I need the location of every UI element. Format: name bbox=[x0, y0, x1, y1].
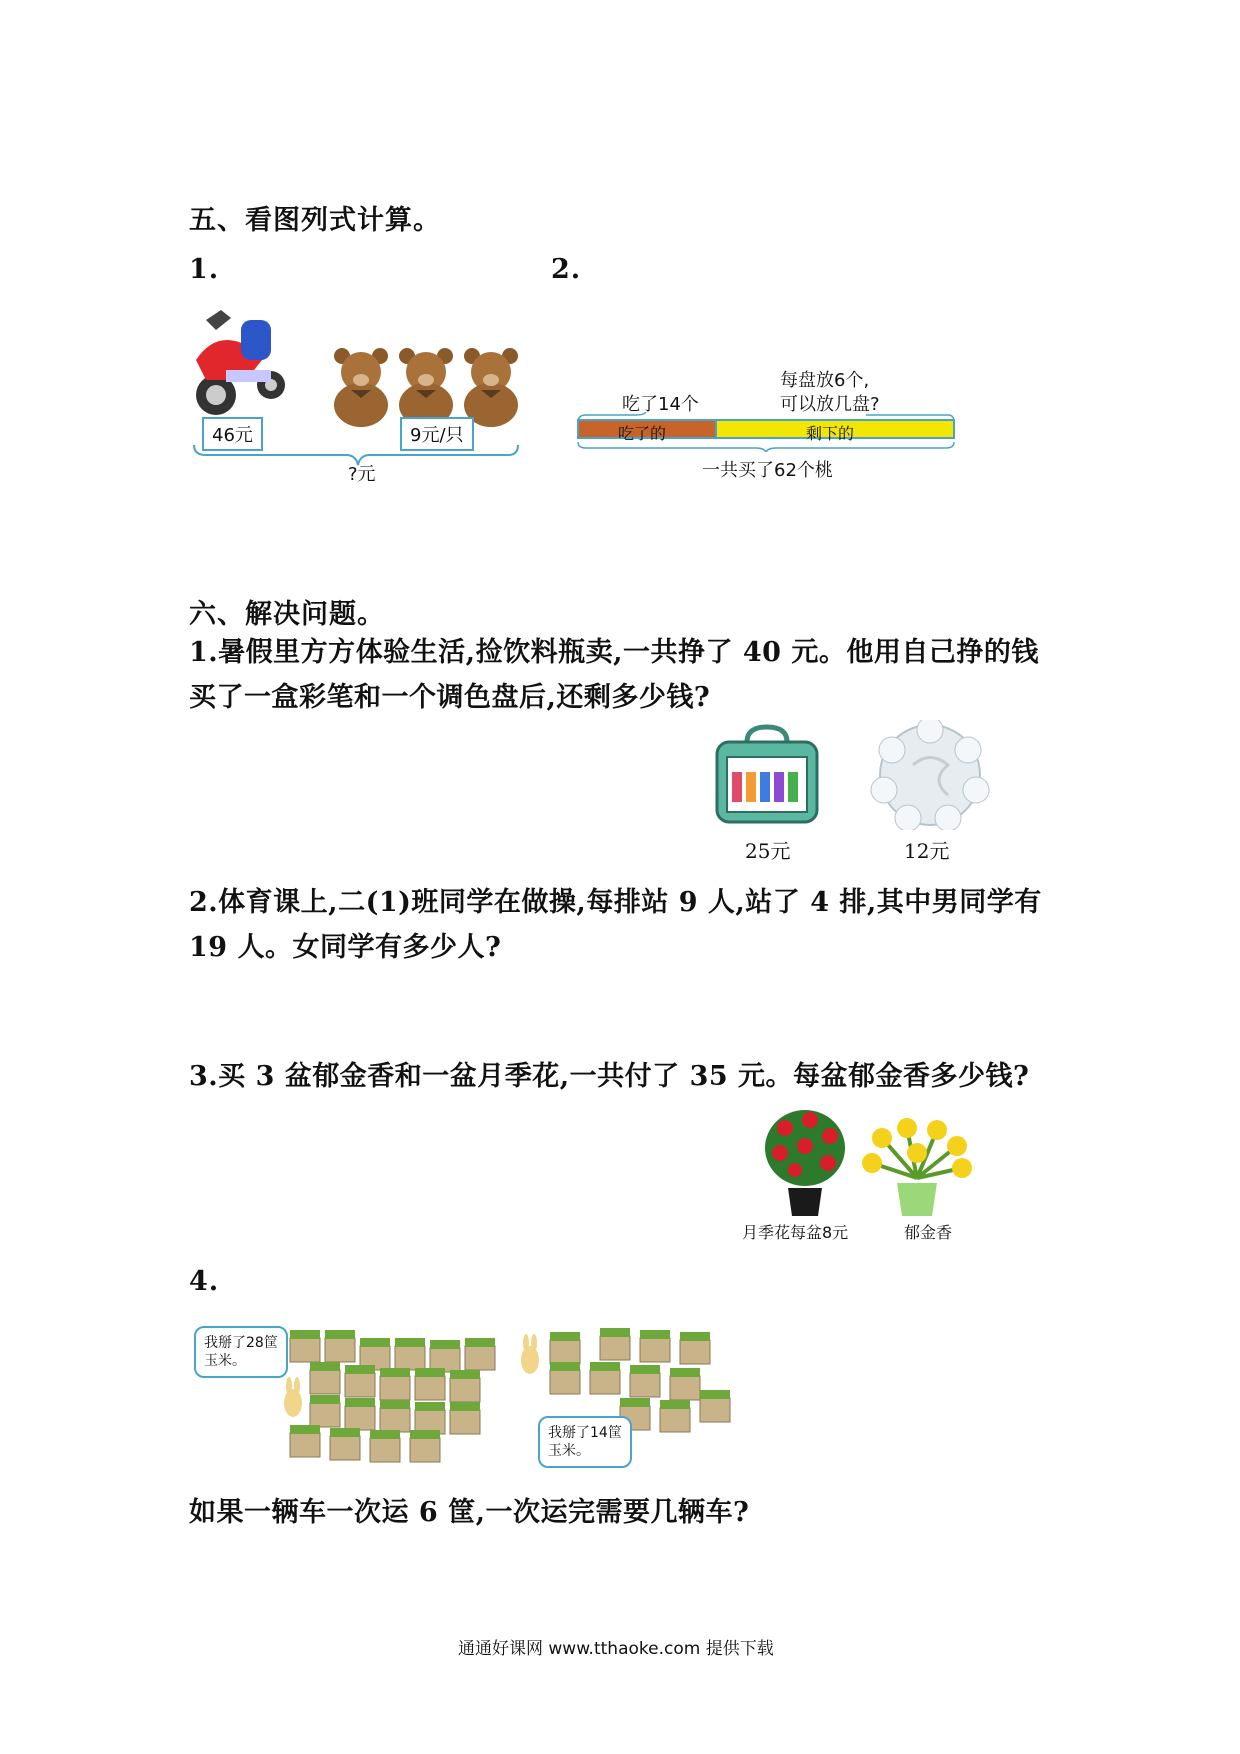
bubble-right-line2: 玉米。 bbox=[548, 1443, 590, 1459]
pens-price-label: 25元 bbox=[745, 839, 791, 863]
problem2-line2: 19 人。女同学有多少人? bbox=[189, 932, 502, 963]
bubble-left-line1: 我掰了28筐 bbox=[204, 1335, 278, 1351]
bear-price-label: 9元/只 bbox=[400, 417, 474, 451]
palette-icon bbox=[868, 720, 993, 830]
bike-price-label: 46元 bbox=[202, 417, 263, 451]
rose-pot-icon bbox=[760, 1108, 850, 1218]
tricycle-icon bbox=[196, 310, 285, 415]
problem1-line1: 1.暑假里方方体验生活,捡饮料瓶卖,一共挣了 40 元。他用自己挣的钱 bbox=[189, 637, 1039, 668]
speech-bubble-left bbox=[194, 1326, 288, 1378]
palette-price-label: 12元 bbox=[904, 839, 950, 863]
problem2-line1: 2.体育课上,二(1)班同学在做操,每排站 9 人,站了 4 排,其中男同学有 bbox=[189, 887, 1042, 918]
rabbit-icon bbox=[284, 1377, 302, 1417]
problem4-number: 4. bbox=[189, 1266, 220, 1297]
teddy-bear-icon bbox=[464, 348, 518, 427]
q1-number: 1. bbox=[189, 254, 220, 285]
section6-heading: 六、解决问题。 bbox=[189, 599, 385, 630]
rabbit-icon bbox=[521, 1334, 539, 1374]
footer-credit: 通通好课网 www.tthaoke.com 提供下载 bbox=[458, 1639, 774, 1659]
plates-question-line1: 每盘放6个, bbox=[780, 370, 870, 391]
total-peaches-label: 一共买了62个桃 bbox=[702, 460, 833, 481]
teddy-bear-icon bbox=[334, 348, 388, 427]
bubble-right-line1: 我掰了14筐 bbox=[548, 1425, 622, 1441]
problem1-line2: 买了一盒彩笔和一个调色盘后,还剩多少钱? bbox=[189, 682, 711, 713]
teddy-bear-icon bbox=[399, 348, 453, 427]
total-label: ?元 bbox=[348, 464, 376, 485]
left-over-bar-label: 剩下的 bbox=[806, 424, 855, 443]
bubble-left-line2: 玉米。 bbox=[204, 1353, 246, 1369]
plates-question-line2: 可以放几盘? bbox=[780, 394, 880, 415]
tulip-pot-icon bbox=[862, 1118, 972, 1218]
problem3-line1: 3.买 3 盆郁金香和一盆月季花,一共付了 35 元。每盆郁金香多少钱? bbox=[189, 1061, 1030, 1092]
q2-number: 2. bbox=[551, 254, 582, 285]
crayon-box-icon bbox=[712, 722, 822, 832]
section5-heading: 五、看图列式计算。 bbox=[189, 205, 441, 236]
toy-figure bbox=[186, 310, 536, 485]
speech-bubble-right bbox=[538, 1416, 632, 1468]
problem4-question: 如果一辆车一次运 6 筐,一次运完需要几辆车? bbox=[189, 1497, 750, 1528]
rose-label: 月季花每盆8元 bbox=[742, 1223, 849, 1242]
tulip-label: 郁金香 bbox=[904, 1223, 953, 1242]
eaten-bar-label: 吃了的 bbox=[618, 424, 667, 443]
eaten-count-label: 吃了14个 bbox=[622, 394, 699, 415]
